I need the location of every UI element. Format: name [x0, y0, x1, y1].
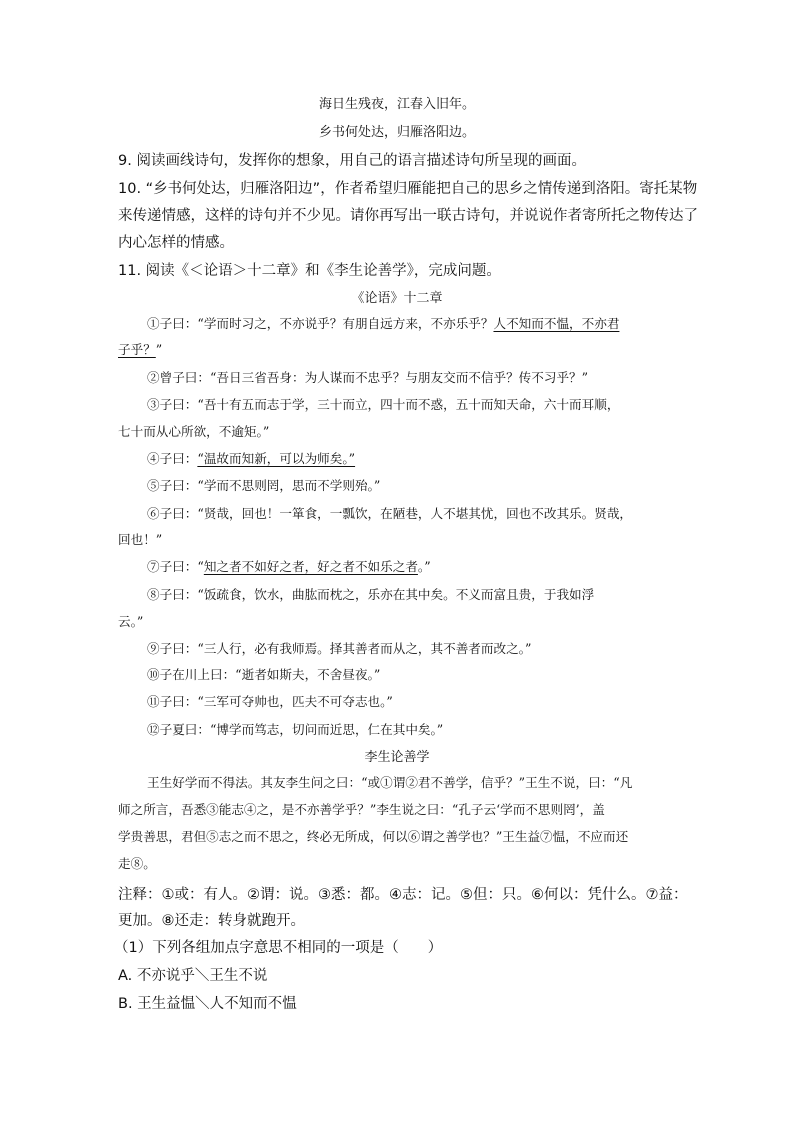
lunyu-chapter-4: [147, 453, 355, 466]
question-9: 9. 阅读画线诗句，发挥你的想象，用自己的语言描述诗句所呈现的画面。: [118, 153, 586, 169]
chapter-4-text: ④子曰：: [147, 451, 198, 466]
notes-line-1: 注释：①或：有人。②谓：说。③悉：都。④志：记。⑤但：只。⑥何以：凭什么。⑦益：: [118, 887, 688, 903]
lunyu-chapter-1-cont: [118, 344, 162, 357]
lunyu-chapter-6-cont: 回也！”: [118, 532, 163, 547]
chapter-7-end: 。”: [417, 559, 431, 574]
option-a: A. 不亦说乎＼王生不说: [118, 968, 268, 984]
question-10-line-3: 内心怎样的情感。: [118, 235, 234, 251]
lunyu-chapter-12: ⑫子夏曰：“博学而笃志，切问而近思，仁在其中矣。”: [147, 722, 444, 737]
lunyu-chapter-8: ⑧子曰：“饭疏食，饮水，曲肱而枕之，乐亦在其中矣。不义而富且贵，于我如浮: [147, 587, 595, 602]
lisheng-paragraph-line-3: 学贵善思，君但⑤志之而不思之，终必无所成，何以⑥谓之善学也？”王生益⑦愠，不应而还: [118, 829, 629, 844]
chapter-7-underlined: 知之者不如好之者，好之者不如乐之者: [203, 559, 418, 574]
question-10-line-1: 10. “乡书何处达，归雁洛阳边”，作者希望归雁能把自己的思乡之情传递到洛阳。寄托某物: [118, 181, 698, 197]
lisheng-paragraph-line-2: 师之所言，吾悉③能志④之，是不亦善学乎？”李生说之曰：“孔子云‘学而不思则罔’，盖: [118, 802, 605, 817]
lunyu-chapter-8-cont: 云。”: [118, 614, 144, 629]
chapter-1-underlined-cont: 子乎？: [118, 342, 156, 357]
lunyu-title: 《论语》十二章: [351, 291, 443, 306]
lisheng-paragraph-line-1: 王生好学而不得法。其友李生问之曰：“或①谓②君不善学，信乎？”王生不说，曰：“凡: [147, 775, 633, 790]
lunyu-chapter-11: ⑪子曰：“三军可夺帅也，匹夫不可夺志也。”: [147, 694, 393, 709]
lisheng-paragraph-line-4: 走⑧。: [118, 856, 156, 871]
lunyu-chapter-1: [147, 318, 619, 331]
lunyu-chapter-10: ⑩子在川上曰：“逝者如斯夫，不舍昼夜。”: [147, 667, 381, 682]
lunyu-chapter-9: ⑨子曰：“三人行，必有我师焉。择其善者而从之，其不善者而改之。”: [147, 641, 532, 656]
lunyu-chapter-6: ⑥子曰：“贤哉，回也！一箪食，一瓢饮，在陋巷，人不堪其忧，回也不改其乐。贤哉，: [147, 506, 633, 521]
chapter-1-end: ”: [155, 342, 163, 357]
notes-line-2: 更加。⑧还走：转身就跑开。: [118, 913, 305, 929]
question-10-line-2: 来传递情感，这样的诗句并不少见。请你再写出一联古诗句，并说说作者寄所托之物传达了: [118, 208, 698, 224]
lunyu-chapter-7: [147, 561, 431, 574]
chapter-1-underlined: 人不知而不愠，不亦君: [493, 316, 620, 331]
chapter-4-underlined: “温故而知新，可以为师矣。”: [197, 451, 356, 466]
chapter-7-text: ⑦子曰：“: [147, 559, 204, 574]
lunyu-chapter-3: ③子曰：“吾十有五而志于学，三十而立，四十而不惑，五十而知天命，六十而耳顺，: [147, 397, 620, 412]
lunyu-chapter-2: ②曾子曰：“吾日三省吾身：为人谋而不忠乎？与朋友交而不信乎？传不习乎？”: [147, 370, 589, 385]
chapter-1-text: ①子曰：“学而时习之，不亦说乎？有朋自远方来，不亦乐乎？: [147, 316, 494, 331]
poem-line-2: 乡书何处达，归雁洛阳边。: [318, 125, 475, 140]
question-11: 11. 阅读《＜论语＞十二章》和《李生论善学》，完成问题。: [118, 263, 501, 279]
lunyu-chapter-3-cont: 七十而从心所欲，不逾矩。”: [118, 424, 270, 439]
lisheng-title: 李生论善学: [364, 750, 430, 765]
poem-line-1: 海日生残夜，江春入旧年。: [318, 97, 475, 112]
lunyu-chapter-5: ⑤子曰：“学而不思则罔，思而不学则殆。”: [147, 478, 381, 493]
option-b: B. 王生益愠＼人不知而不愠: [118, 996, 297, 1012]
subquestion-1: （1）下列各组加点字意思不相同的一项是（ ）: [114, 940, 443, 956]
